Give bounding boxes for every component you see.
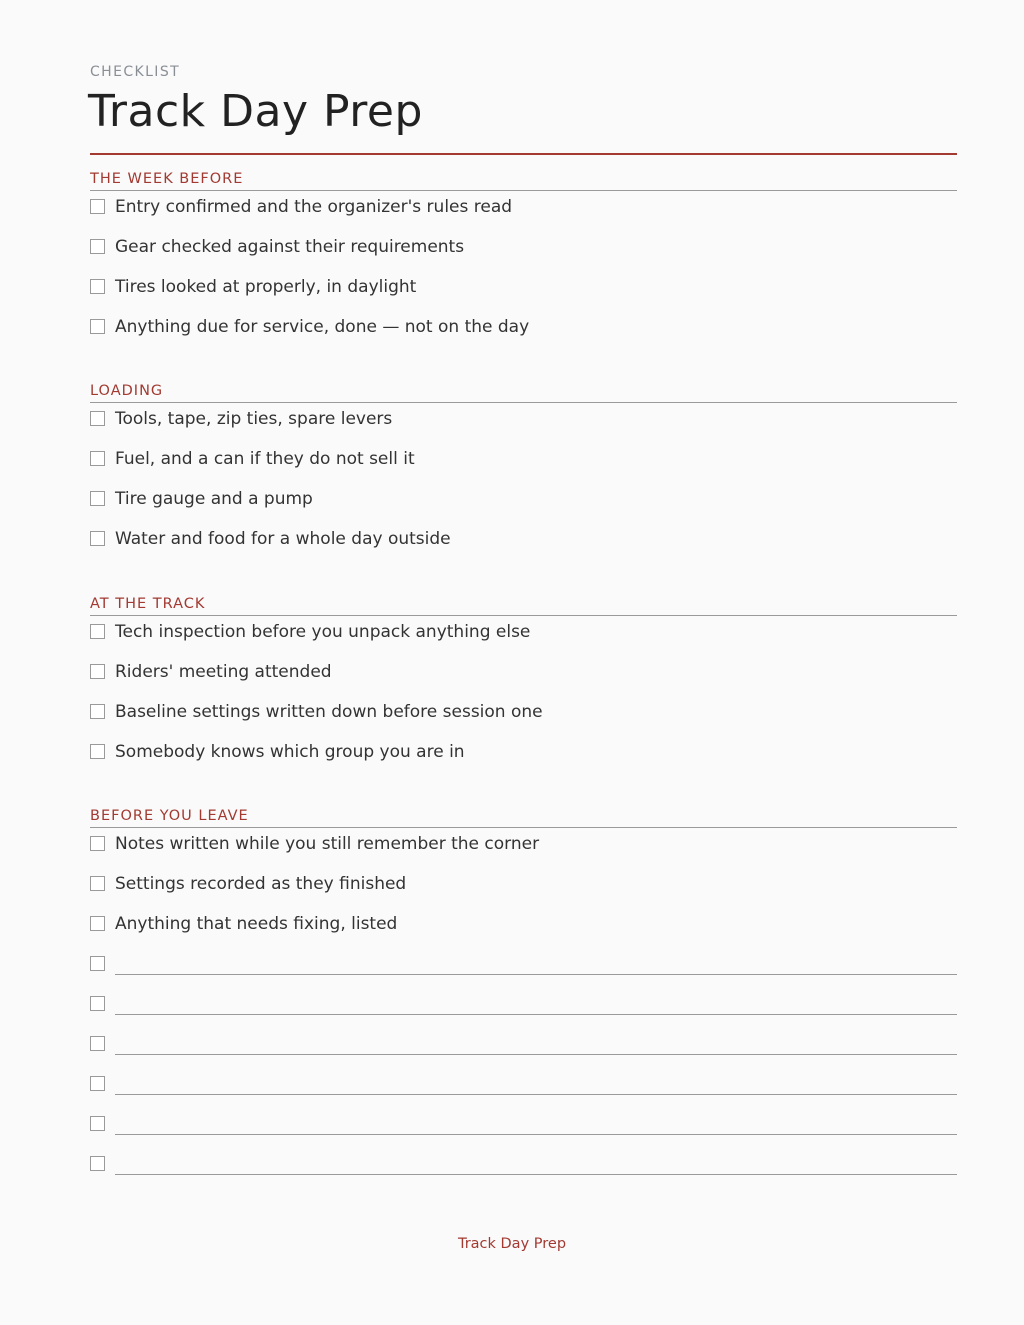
checklist-item-label: Anything that needs fixing, listed [115,914,398,934]
blank-write-in-line[interactable] [115,1034,957,1055]
checklist-item [90,742,957,782]
blank-checklist-item [90,954,957,994]
checkbox[interactable] [90,279,105,294]
checklist-item-label: Tires looked at properly, in daylight [115,277,417,297]
checklist-item [90,662,957,702]
page-title: Track Day Prep [88,86,423,137]
checklist-item-label: Fuel, and a can if they do not sell it [115,449,415,469]
section-heading: THE WEEK BEFORE [90,169,957,191]
section-before-you-leave [90,806,957,1194]
checkbox[interactable] [90,744,105,759]
checkbox[interactable] [90,836,105,851]
checklist-item-label: Anything due for service, done — not on the day [115,317,530,337]
blank-write-in-line[interactable] [115,1074,957,1095]
section-loading [90,381,957,569]
checklist-item-label: Settings recorded as they finished [115,874,407,894]
checkbox[interactable] [90,239,105,254]
checkbox[interactable] [90,996,105,1011]
checklist-item [90,237,957,277]
blank-write-in-line[interactable] [115,954,957,975]
blank-write-in-line[interactable] [115,1114,957,1135]
checklist-item-label: Tire gauge and a pump [115,489,313,509]
blank-checklist-item [90,1114,957,1154]
checklist-item-label: Entry confirmed and the organizer's rules read [115,197,513,217]
checkbox[interactable] [90,624,105,639]
checkbox[interactable] [90,451,105,466]
checklist-item-label: Somebody knows which group you are in [115,742,465,762]
section-heading: BEFORE YOU LEAVE [90,806,957,828]
section-week-before [90,169,957,357]
page-footer: Track Day Prep [457,1236,567,1252]
checkbox[interactable] [90,876,105,891]
section-heading: LOADING [90,381,957,403]
checkbox[interactable] [90,1076,105,1091]
checkbox[interactable] [90,704,105,719]
checkbox[interactable] [90,1036,105,1051]
checklist-item-label: Tech inspection before you unpack anything else [115,622,531,642]
checklist-item-label: Water and food for a whole day outside [115,529,451,549]
blank-checklist-item [90,1034,957,1074]
checkbox[interactable] [90,916,105,931]
checkbox[interactable] [90,199,105,214]
checklist-item-label: Baseline settings written down before session one [115,702,543,722]
checklist-item [90,834,957,874]
checkbox[interactable] [90,319,105,334]
title-divider [90,153,957,155]
checkbox[interactable] [90,664,105,679]
blank-checklist-item [90,994,957,1034]
checklist-item [90,317,957,357]
checkbox[interactable] [90,411,105,426]
blank-checklist-item [90,1154,957,1194]
section-at-the-track [90,594,957,782]
checklist-item [90,277,957,317]
checklist-item [90,702,957,742]
eyebrow-label: CHECKLIST [90,64,181,80]
blank-write-in-line[interactable] [115,994,957,1015]
checkbox[interactable] [90,1156,105,1171]
checklist-item [90,874,957,914]
blank-checklist-item [90,1074,957,1114]
checklist-item [90,622,957,662]
checklist-item [90,489,957,529]
checklist-item-label: Gear checked against their requirements [115,237,465,257]
checklist-item [90,529,957,569]
checklist-item [90,197,957,237]
checkbox[interactable] [90,1116,105,1131]
checklist-item [90,914,957,954]
checklist-item-label: Riders' meeting attended [115,662,332,682]
checkbox[interactable] [90,956,105,971]
checklist-item-label: Notes written while you still remember the corner [115,834,540,854]
checklist-item-label: Tools, tape, zip ties, spare levers [115,409,393,429]
checklist-item [90,409,957,449]
blank-write-in-line[interactable] [115,1154,957,1175]
checkbox[interactable] [90,531,105,546]
section-heading: AT THE TRACK [90,594,957,616]
checkbox[interactable] [90,491,105,506]
checklist-item [90,449,957,489]
